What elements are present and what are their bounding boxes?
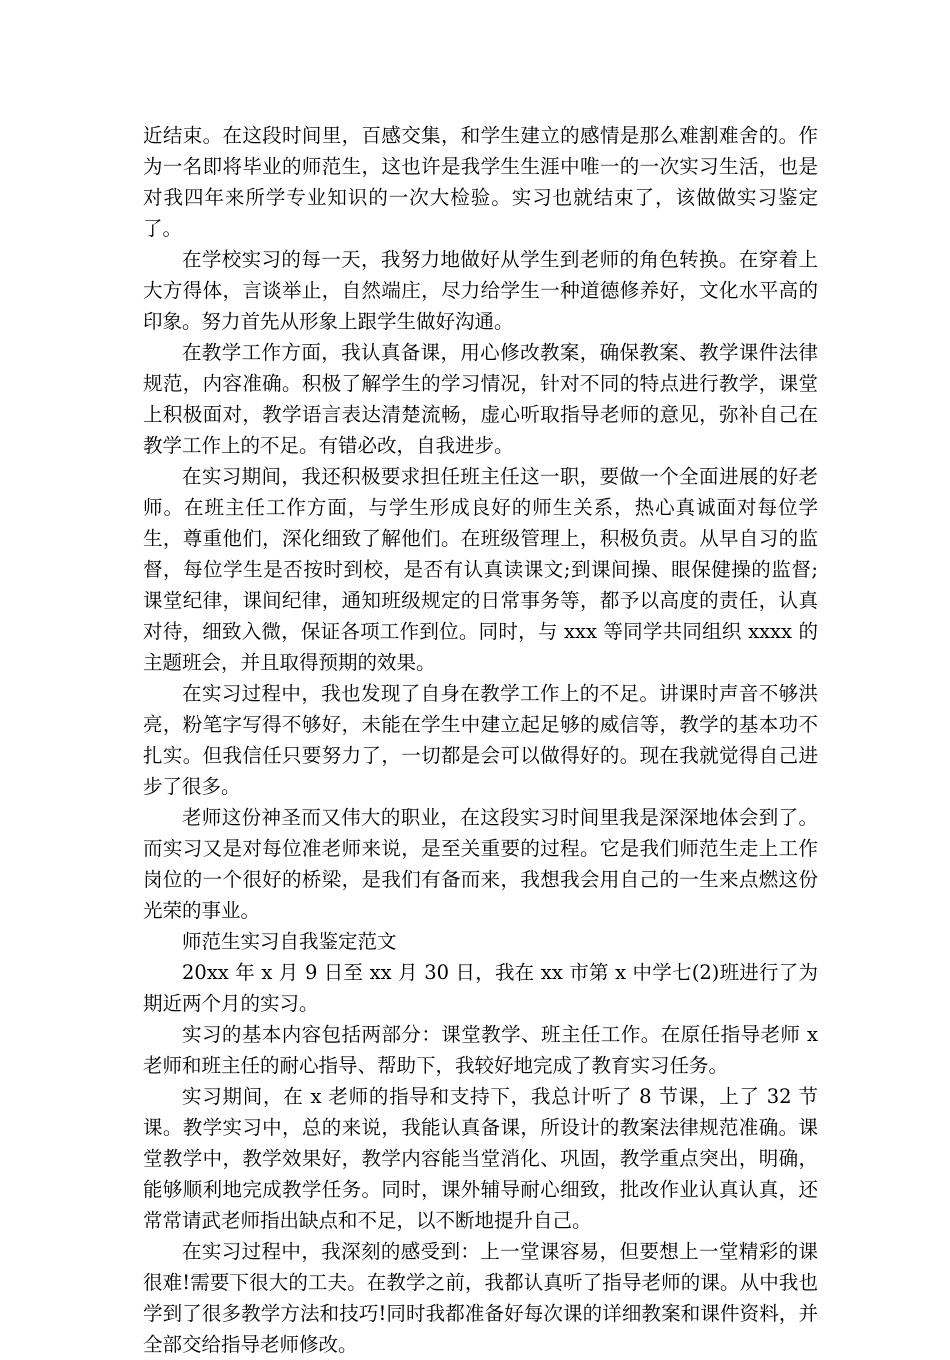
document-body [143, 120, 818, 1360]
paragraph: 在实习过程中，我也发现了自身在教学工作上的不足。讲课时声音不够洪亮，粉笔字写得不够好，未能在学生中建立起足够的威信等，教学的基本功不扎实。但我信任只要努力了，一切都是会可以做得好的。现在我就觉得自己进步了很多。 [143, 682, 818, 798]
paragraph: 20xx 年 x 月 9 日至 xx 月 30 日，我在 xx 市第 x 中学七(2)班进行了为期近两个月的实习。 [143, 961, 818, 1015]
paragraph: 在学校实习的每一天，我努力地做好从学生到老师的角色转换。在穿着上大方得体，言谈举止，自然端庄，尽力给学生一种道德修养好，文化水平高的印象。努力首先从形象上跟学生做好沟通。 [143, 248, 818, 333]
paragraph: 在教学工作方面，我认真备课，用心修改教案，确保教案、教学课件法律规范，内容准确。积极了解学生的学习情况，针对不同的特点进行教学，课堂上积极面对，教学语言表达清楚流畅，虚心听取指导老师的意见，弥补自己在教学工作上的不足。有错必改，自我进步。 [143, 341, 818, 457]
paragraph: 实习的基本内容包括两部分：课堂教学、班主任工作。在原任指导老师 x 老师和班主任的耐心指导、帮助下，我较好地完成了教育实习任务。 [143, 1023, 818, 1077]
paragraph: 近结束。在这段时间里，百感交集，和学生建立的感情是那么难割难舍的。作为一名即将毕业的师范生，这也许是我学生生涯中唯一的一次实习生活，也是对我四年来所学专业知识的一次大检验。实习也就结束了，该做做实习鉴定了。 [143, 124, 818, 240]
paragraph: 老师这份神圣而又伟大的职业，在这段实习时间里我是深深地体会到了。而实习又是对每位准老师来说，是至关重要的过程。它是我们师范生走上工作岗位的一个很好的桥梁，是我们有备而来，我想我会用自己的一生来点燃这份光荣的事业。 [143, 806, 818, 922]
paragraph: 在实习过程中，我深刻的感受到：上一堂课容易，但要想上一堂精彩的课很难!需要下很大的工夫。在教学之前，我都认真听了指导老师的课。从中我也学到了很多教学方法和技巧!同时我都准备好每次课的详细教案和课件资料，并全部交给指导老师修改。 [143, 1240, 818, 1356]
paragraph: 在实习期间，我还积极要求担任班主任这一职，要做一个全面进展的好老师。在班主任工作方面，与学生形成良好的师生关系，热心真诚面对每位学生，尊重他们，深化细致了解他们。在班级管理上，积极负责。从早自习的监督，每位学生是否按时到校，是否有认真读课文;到课间操、眼保健操的监督;课堂纪律，课间纪律，通知班级规定的日常事务等，都予以高度的责任，认真对待，细致入微，保证各项工作到位。同时，与 xxx 等同学共同组织 xxxx 的主题班会，并且取得预期的效果。 [143, 465, 818, 674]
section-heading: 师范生实习自我鉴定范文 [182, 930, 397, 953]
paragraph: 实习期间，在 x 老师的指导和支持下，我总计听了 8 节课，上了 32 节课。教学实习中，总的来说，我能认真备课，所设计的教案法律规范准确。课堂教学中，教学效果好，教学内容能当堂消化、巩固，教学重点突出，明确，能够顺利地完成教学任务。同时，课外辅导耐心细致，批改作业认真认真，还常常请武老师指出缺点和不足，以不断地提升自己。 [143, 1085, 818, 1232]
